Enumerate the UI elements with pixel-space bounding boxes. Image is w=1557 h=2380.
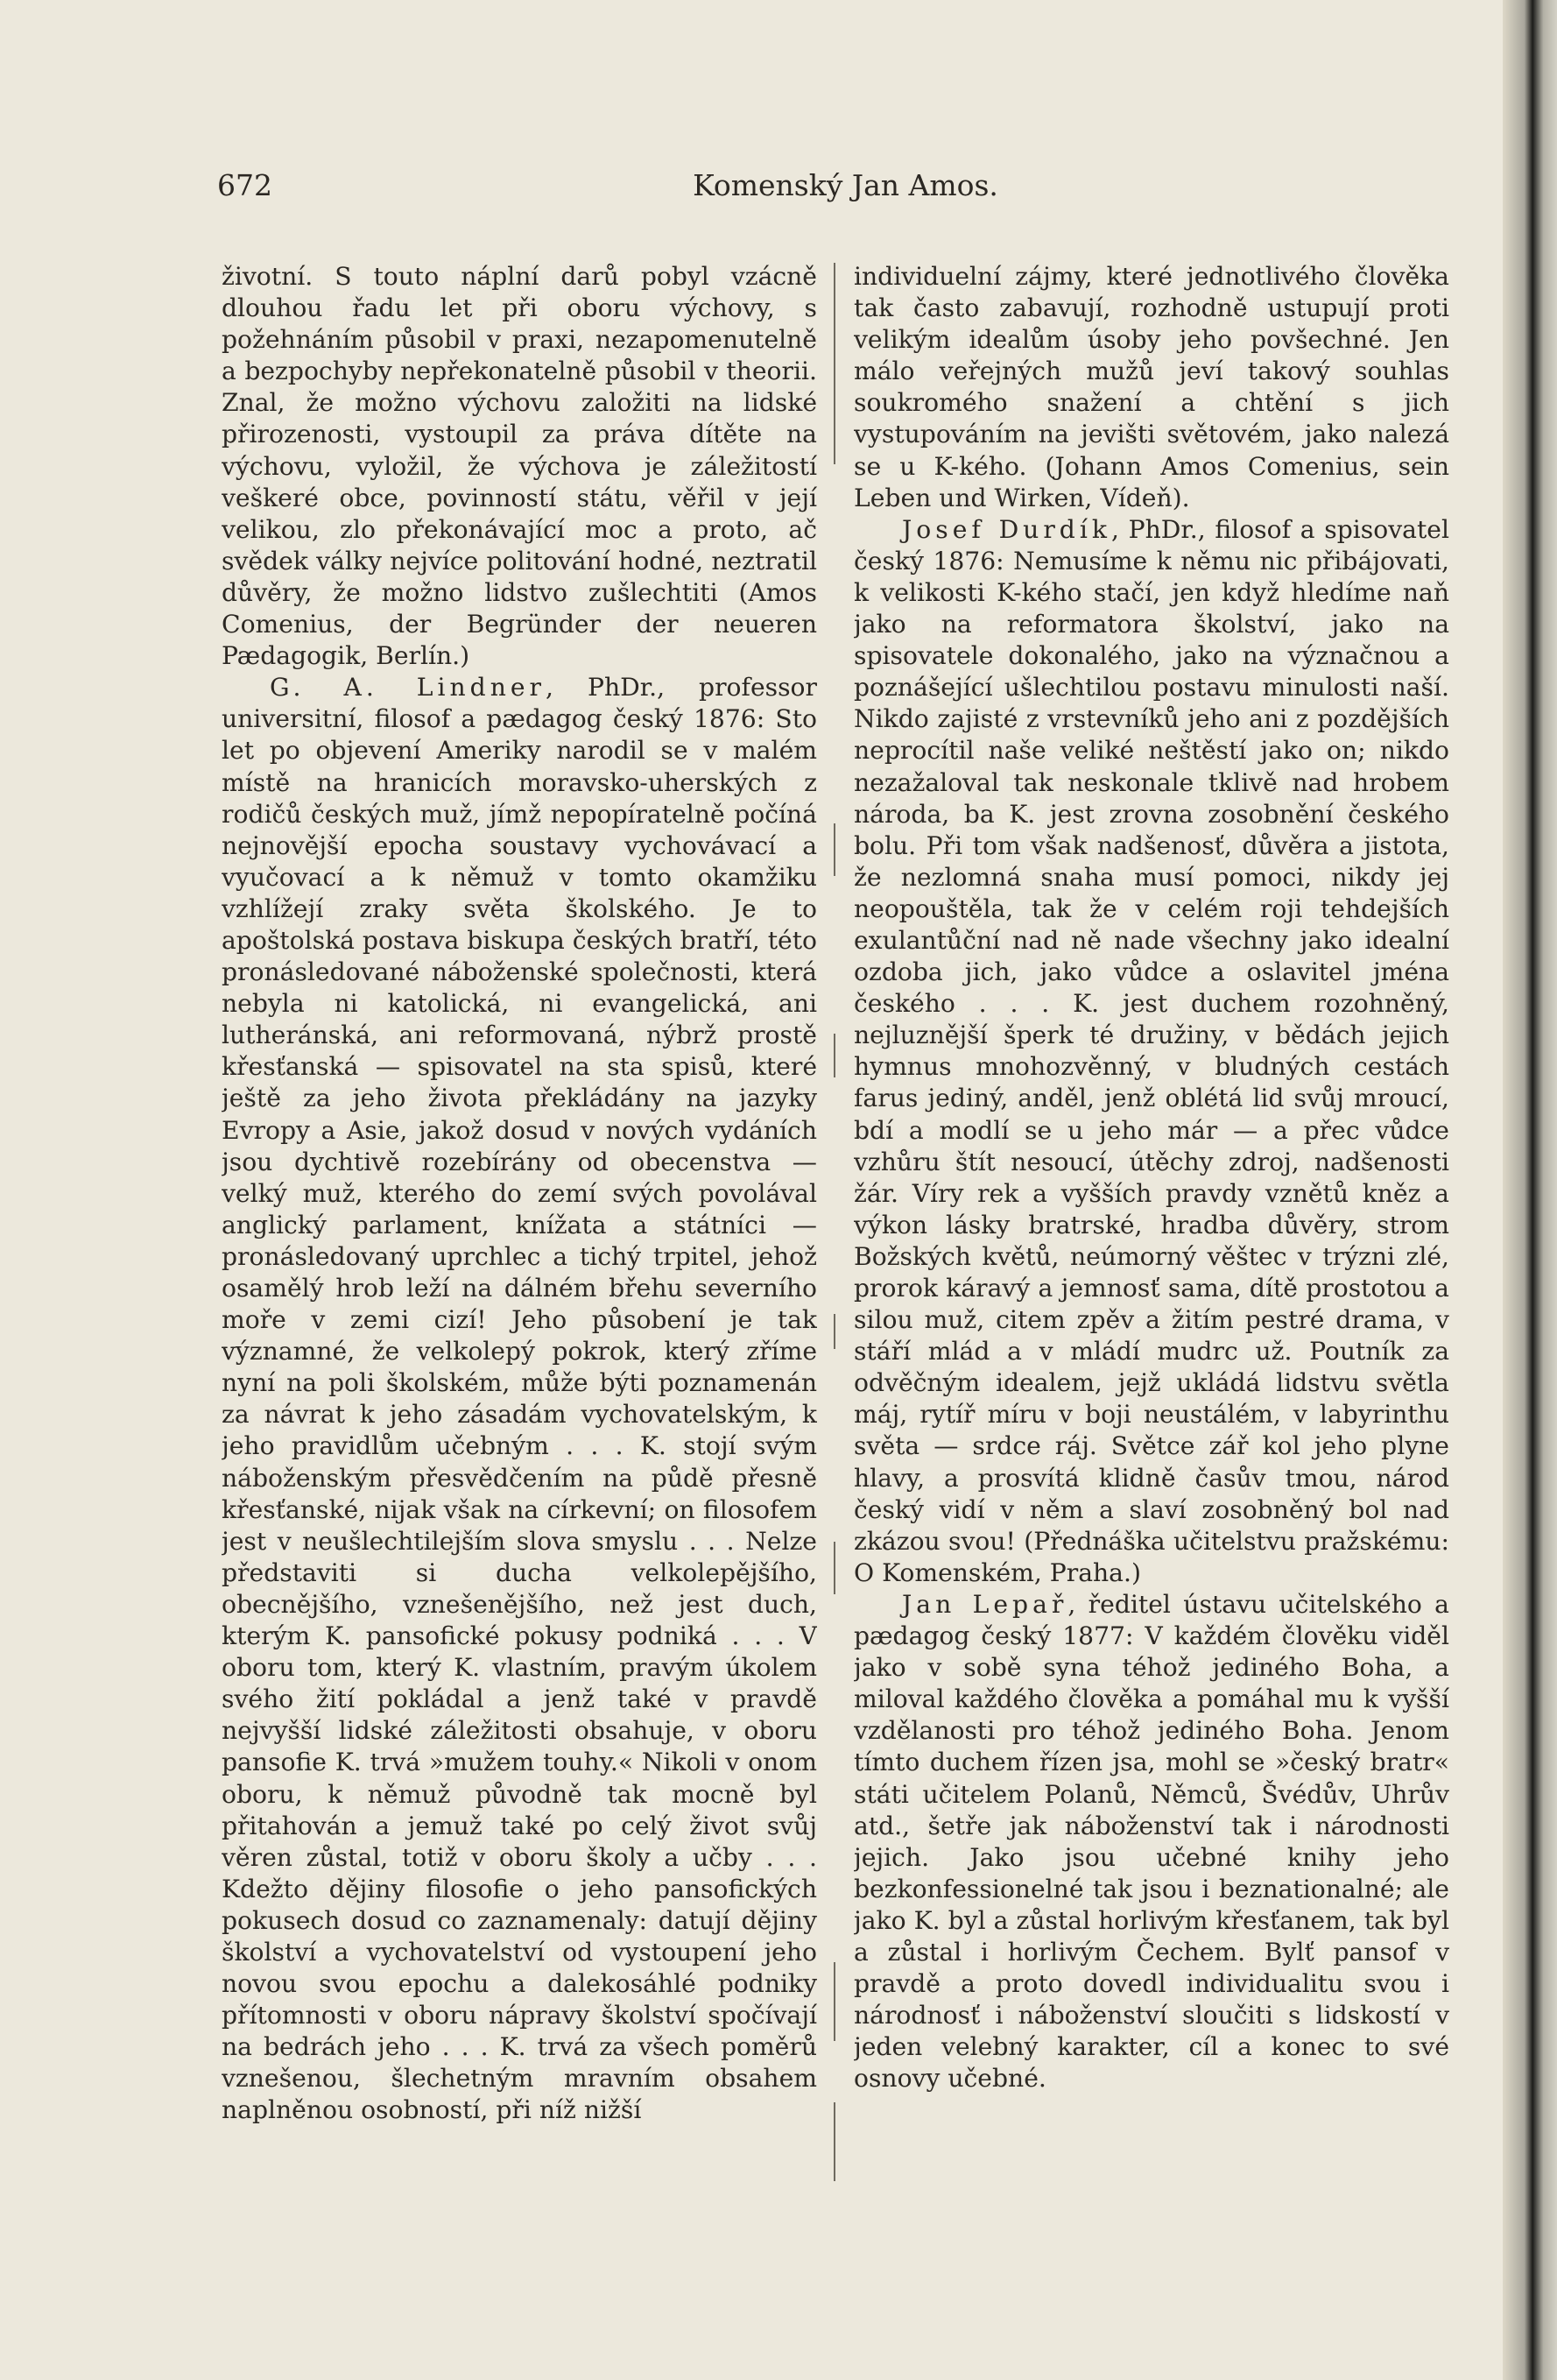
paragraph-text: , PhDr., professor universitní, filosof a pædagog český 1876: Sto let po objevení Ameriky narodil se v malém místě na hranicích moravsko-uherských z rodičů českých muž, jímž nepopíratelně počíná nejnovější epocha soustavy vychovávací a vyučovací a k němuž v tomto okamžiku vzhlížejí zraky světa školského. Je to apoštolská postava biskupa českých bratří, této pronásledované náboženské společnosti, která nebyla ni katolická, ni evangelická, ani lutheránská, ani reformovaná, nýbrž prostě křesťanská — spisovatel na sta spisů, které ještě za jeho života překládány na jazyky Evropy a Asie, jakož dosud v nových vydáních jsou dychtivě rozebírány od obecenstva — velký muž, kterého do zemí svých povolával anglický parlament, knížata a státníci — pronásledovaný uprchlec a tichý trpitel, jehož osamělý hrob leží na dálném břehu severního moře v zemi cizí! Jeho působení je tak významné, že velkolepý pokrok, který zříme nyní na poli školském, může býti poznamenán za návrat k jeho zásadám vychovatelským, k jeho pravidlům učebným . . . K. stojí svým náboženským přesvědčením na půdě přesně křesťanské, nijak však na církevní; on filosofem jest v neušlechtilejším slova smyslu . . . Nelze představiti si ducha velkolepějšího, obecnějšího, vznešenějšího, než jest duch, kterým K. pansofické pokusy podniká . . . V oboru tom, který K. vlastním, pravým úkolem svého žití pokládal a jenž také v pravdě nejvyšší lidské záležitosti obsahuje, v oboru pansofie K. trvá »mužem touhy.« Nikoli v onom oboru, k němuž původně tak mocně byl přitahován a jemuž také po celý život svůj věren zůstal, totiž v oboru školy a učby . . . Kdežto dějiny filosofie o jeho pansofických pokusech dosud co zaznamenaly: datují dějiny školství a vychovatelství od vystoupení jeho novou svou epochu a dalekosáhlé podniky přítomnosti v oboru nápravy školství spočívají na bedrách jeho . . . K. trvá za všech poměrů vznešenou, šlechetným mravním obsahem naplněnou osobností, při níž nižší	[222, 673, 817, 2125]
column-rule	[834, 1314, 835, 1349]
column-rule	[834, 1542, 835, 1594]
right-column	[854, 261, 1449, 2188]
column-rule	[834, 263, 835, 464]
quote-paragraph	[854, 514, 1449, 1589]
column-rule	[834, 1962, 835, 2041]
column-rule	[834, 823, 835, 876]
author-name: Jan Lepař	[902, 1589, 1068, 1619]
column-rule	[834, 2102, 835, 2181]
paragraph	[854, 261, 1449, 514]
author-name: G. A. Lindner	[270, 673, 546, 703]
paragraph-text: , ředitel ústavu učitelského a pædagog český 1877: V každém člověku viděl jako v sobě syna téhož jediného Boha, a miloval každého člověka a pomáhal mu k vyšší vzdělanosti pro téhož jediného Boha. Jenom tímto duchem řízen jsa, mohl se »český bratr« státi učitelem Polanů, Němců, Švédův, Uhrův atd., šetře jak náboženství tak i národnosti jejich. Jako jsou učebné knihy jeho bezkonfessionelné tak jsou i beznationalné; ale jako K. byl a zůstal horlivým křesťanem, tak byl a zůstal i horlivým Čechem. Bylť pansof v pravdě a proto dovedl individualitu svou i národnosť i náboženství sloučiti s lidskostí v jeden velebný karakter, cíl a konec to své osnovy učebné.	[854, 1589, 1449, 2094]
running-title: Komenský Jan Amos.	[693, 168, 998, 202]
page-header	[217, 168, 1474, 212]
column-rule	[834, 1034, 835, 1077]
left-column	[222, 261, 817, 2188]
paragraph-text: životní. S touto náplní darů pobyl vzácně dlouhou řadu let při oboru výchovy, s požehnáním působil v praxi, nezapomenutelně a bezpochyby nepřekonatelně působil v theorii. Znal, že možno výchovu založiti na lidské přirozenosti, vystoupil za práva dítěte na výchovu, vyložil, že výchova je záležitostí veškeré obce, povinností státu, věřil v její velikou, zlo překonávající moc a proto, ač svědek války nejvíce politování hodné, neztratil důvěry, že možno lidstvo zušlechtiti (Amos Comenius, der Begründer der neueren Pædagogik, Berlín.)	[222, 262, 817, 671]
page-number: 672	[217, 168, 272, 202]
paragraph-text: individuelní zájmy, které jednotlivého člověka tak často zabavují, rozhodně ustupují proti velikým idealům úsoby jeho povšechné. Jen málo veřejných mužů jeví takový souhlas soukromého snažení a chtění s jich vystupováním na jevišti světovém, jako nalezá se u K-kého. (Johann Amos Comenius, sein Leben und Wirken, Vídeň).	[854, 262, 1449, 512]
author-name: Josef Durdík	[902, 514, 1111, 544]
paragraph-text: , PhDr., filosof a spisovatel český 1876: Nemusíme k němu nic přibájovati, k velikosti K-kého stačí, jen když hledíme naň jako na reformatora školství, jako na spisovatele dokonalého, jako na význačnou a poznášející ušlechtilou postavu minulosti naší. Nikdo zajisté z vrstevníků jeho ani z pozdějších neprocítil naše veliké neštěstí jako on; nikdo nezažaloval tak neskonale tklivě nad hrobem národa, ba K. jest zrovna zosobnění českého bolu. Při tom však nadšenosť, důvěra a jistota, že nezlomná snaha musí pomoci, nikdy jej neopouštěla, tak že v celém roji tehdejších exulantůční nad ně nade všechny jako idealní ozdoba jich, jako vůdce a oslavitel jména českého . . . K. jest duchem rozohněný, nejluznější šperk té družiny, v bědách jejich hymnus mnohozvěnný, v bludných cestách farus jediný, anděl, jenž oblétá lid svůj mroucí, bdí a modlí se u jeho már — a přec vůdce vzhůru štít nesoucí, útěchy zdroj, nadšenosti žár. Víry rek a vyšších pravdy vznětů kněz a výkon lásky bratrské, hradba důvěry, strom Božských květů, neúmorný věštec v trýzni zlé, prorok káravý a jemnosť sama, dítě prostotou a silou muž, citem zpěv a žitím pestré drama, v stáří mlád a v mládí mudrc už. Poutník za odvěčným idealem, jejž ukládá lidstvu světla máj, rytíř míru v boji neustálém, v labyrinthu světa — srdce ráj. Světce zář kol jeho plyne hlavy, a prosvítá klidně časův tmou, národ český vidí v něm a slaví zosobněný bol nad zkázou svou! (Přednáška učitelstvu pražskému: O Komenském, Praha.)	[854, 514, 1449, 1587]
quote-paragraph	[854, 1589, 1449, 2095]
quote-paragraph	[222, 672, 817, 2126]
book-spine-edge	[1503, 0, 1557, 2380]
paragraph	[222, 261, 817, 672]
